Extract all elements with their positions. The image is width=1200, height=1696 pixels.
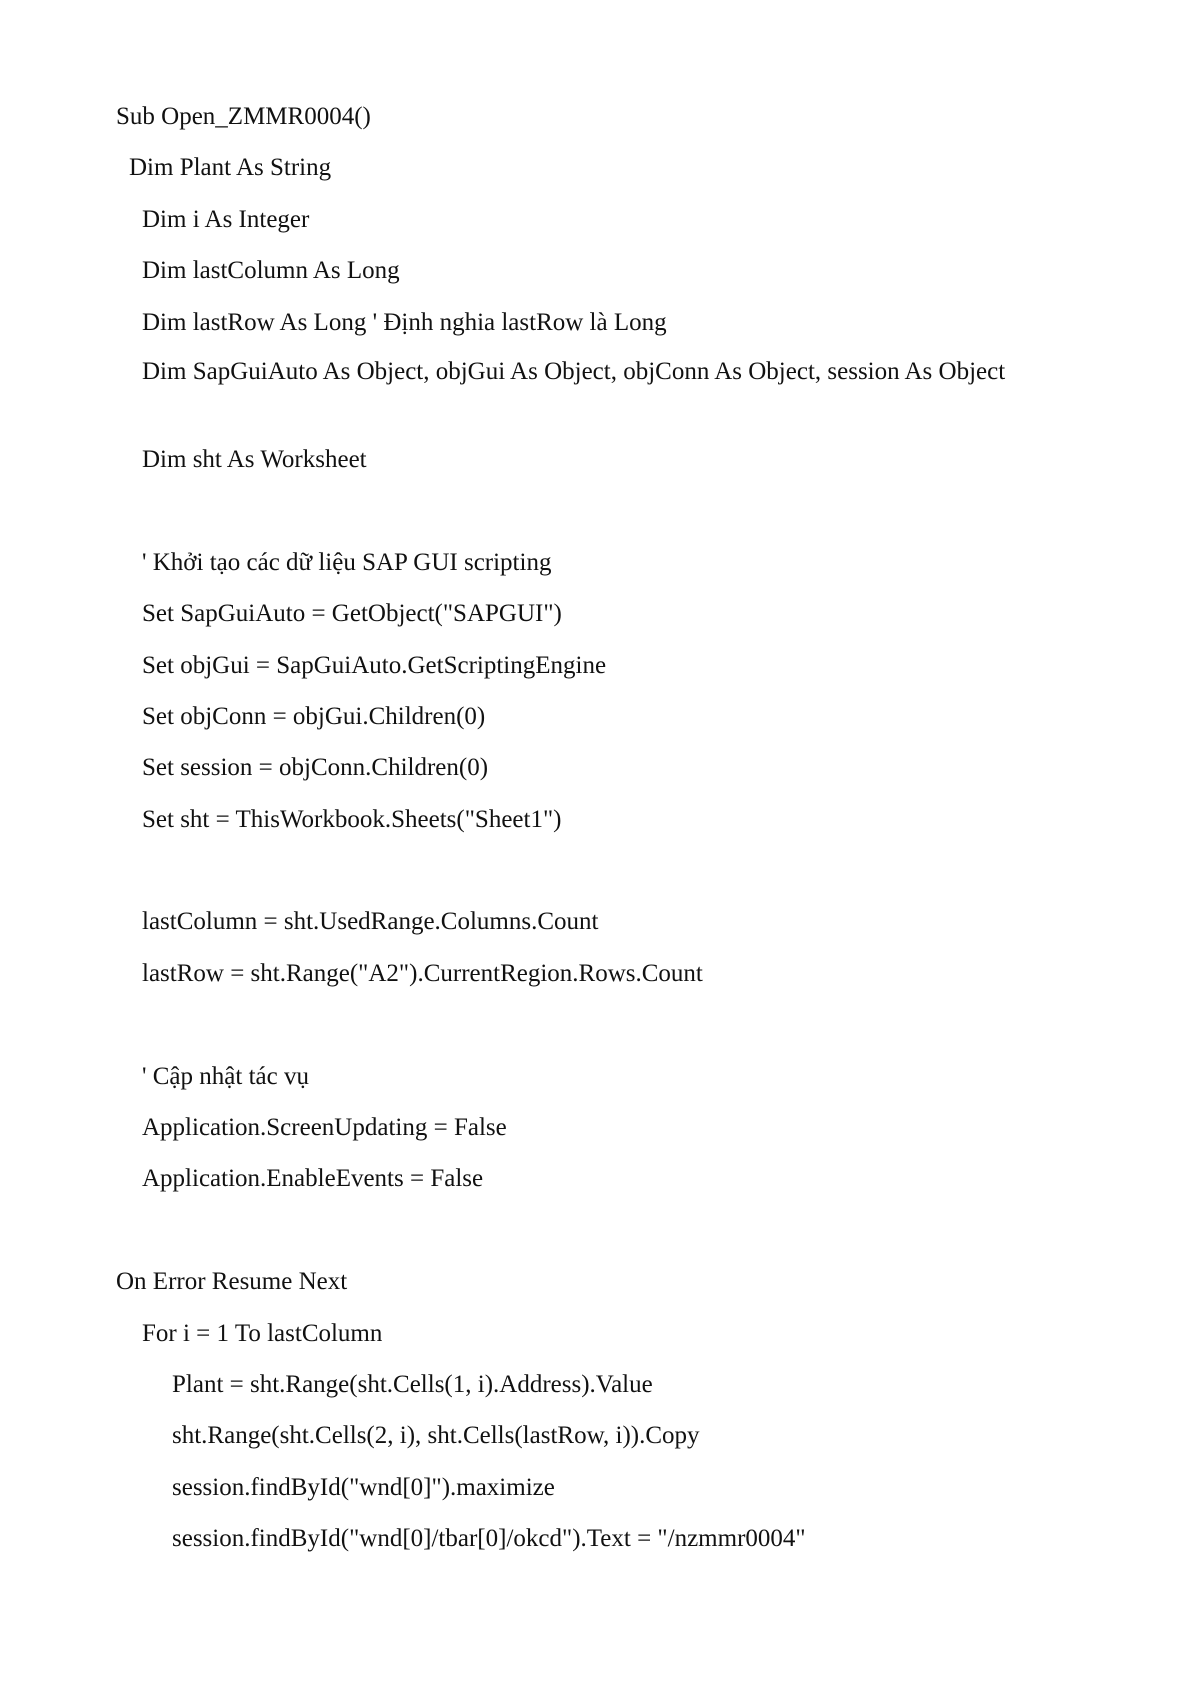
code-line-maximize: session.findById("wnd[0]").maximize [172, 1473, 555, 1501]
code-comment-update: ' Cập nhật tác vụ [142, 1062, 309, 1090]
code-line-dim-sht: Dim sht As Worksheet [142, 445, 367, 473]
code-line-dim-i: Dim i As Integer [142, 205, 310, 233]
code-line-range-copy: sht.Range(sht.Cells(2, i), sht.Cells(lastRow, i)).Copy [172, 1422, 700, 1450]
code-line-screenupdating: Application.ScreenUpdating = False [142, 1114, 507, 1142]
blank-line [116, 492, 1076, 543]
code-line-set-objgui: Set objGui = SapGuiAuto.GetScriptingEngine [142, 651, 607, 679]
code-line-dim-lastrow: Dim lastRow As Long ' Định nghia lastRow là Long [142, 308, 667, 336]
code-line-plant-assign: Plant = sht.Range(sht.Cells(1, i).Address).Value [172, 1370, 653, 1398]
code-comment-init: ' Khởi tạo các dữ liệu SAP GUI scripting [142, 548, 552, 576]
code-line-lastcolumn: lastColumn = sht.UsedRange.Columns.Count [142, 908, 599, 936]
code-line-dim-lastcolumn: Dim lastColumn As Long [142, 257, 400, 285]
code-line-set-sapguiauto: Set SapGuiAuto = GetObject("SAPGUI") [142, 600, 562, 628]
code-line-enableevents: Application.EnableEvents = False [142, 1165, 484, 1193]
code-line-sub-declaration: Sub Open_ZMMR0004() [116, 103, 371, 130]
code-line-okcd-text: session.findById("wnd[0]/tbar[0]/okcd").Text = "/nzmmr0004" [172, 1525, 806, 1553]
code-listing [116, 98, 1076, 1572]
blank-line [116, 1006, 1076, 1057]
blank-line [116, 852, 1076, 903]
blank-line [116, 1212, 1076, 1263]
code-line-set-objconn: Set objConn = objGui.Children(0) [142, 702, 486, 730]
code-line-dim-sap-objects: Dim SapGuiAuto As Object, objGui As Object, objConn As Object, session As Object [142, 357, 1006, 385]
code-line-set-sht: Set sht = ThisWorkbook.Sheets("Sheet1") [142, 805, 562, 833]
code-line-set-session: Set session = objConn.Children(0) [142, 754, 489, 782]
code-line-dim-plant: Dim Plant As String [129, 154, 332, 182]
code-line-lastrow: lastRow = sht.Range("A2").CurrentRegion.Rows.Count [142, 959, 703, 987]
code-line-on-error: On Error Resume Next [116, 1268, 348, 1296]
code-line-for-loop: For i = 1 To lastColumn [142, 1319, 383, 1347]
